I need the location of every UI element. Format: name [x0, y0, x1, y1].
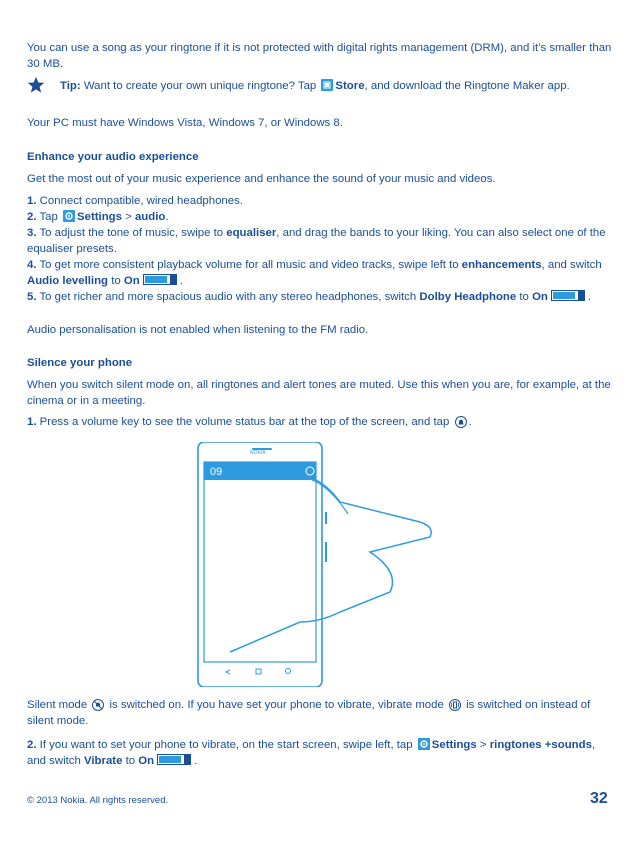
phone-illustration	[190, 442, 450, 687]
audio-steps	[27, 193, 613, 305]
audio-step-3: 3. To adjust the tone of music, swipe to equaliser, and drag the bands to your liking. You can also select one of the equaliser presets.	[27, 227, 606, 255]
toggle-on-icon	[551, 290, 585, 301]
toggle-on-icon	[157, 754, 191, 765]
vibrate-mode-icon	[449, 699, 461, 711]
drm-paragraph	[27, 40, 613, 72]
audio-step-1: 1. Connect compatible, wired headphones.	[27, 195, 243, 207]
toggle-on-icon	[143, 274, 177, 285]
audio-intro: Get the most out of your music experience and enhance the sound of your music and videos.	[27, 173, 496, 185]
audio-step-5: 5. To get richer and more spacious audio with any stereo headphones, switch Dolby Headphone to On .	[27, 291, 592, 303]
tip-text: Want to create your own unique ringtone? Tap	[83, 80, 317, 92]
audio-step-4: 4. To get more consistent playback volume for all music and video tracks, swipe left to enhancements, and switch Audio levelling to On .	[27, 259, 602, 287]
silent-mode-paragraph: Silent mode is switched on. If you have set your phone to vibrate, vibrate mode is switched on instead of silent mode.	[27, 699, 591, 727]
settings-link[interactable]: Settings	[431, 739, 477, 751]
audio-heading: Enhance your audio experience	[27, 151, 199, 163]
silence-step-2: 2. If you want to set your phone to vibrate, on the start screen, swipe left, tap Settings > ringtones +sounds, and switch Vibrate to On .	[27, 739, 596, 767]
store-icon	[321, 79, 333, 91]
store-link[interactable]: Store	[335, 80, 365, 92]
audio-link[interactable]: audio	[134, 211, 166, 223]
star-icon	[27, 76, 45, 94]
settings-gear-icon	[418, 738, 430, 750]
fm-note: Audio personalisation is not enabled when listening to the FM radio.	[27, 324, 369, 336]
silence-intro: When you switch silent mode on, all ringtones and alert tones are muted. Use this when you are, for example, at the cinema or in a meeting.	[27, 379, 611, 407]
silence-step-1: 1. Press a volume key to see the volume status bar at the top of the screen, and tap .	[27, 416, 472, 428]
drm-text: You can use a song as your ringtone if it is not protected with digital rights management (DRM), and it’s smaller than 30 MB.	[27, 42, 612, 70]
phone-time: 09	[210, 466, 223, 478]
audio-step-2: 2. Tap Settings > audio.	[27, 211, 169, 223]
bell-icon	[455, 416, 467, 428]
phone-brand: NOKIA	[250, 450, 266, 456]
silence-heading: Silence your phone	[27, 357, 133, 369]
pc-paragraph	[27, 115, 613, 131]
settings-link[interactable]: Settings	[77, 211, 122, 223]
tip-text-end: , and download the Ringtone Maker app.	[364, 80, 570, 92]
ringtones-link[interactable]: ringtones +sounds	[489, 739, 592, 751]
silent-mode-icon	[92, 699, 104, 711]
pc-text: Your PC must have Windows Vista, Windows 7, or Windows 8.	[27, 117, 343, 129]
tip-paragraph	[60, 78, 613, 94]
settings-gear-icon	[63, 210, 75, 222]
tip-label: Tip:	[60, 80, 81, 92]
page-number: 32	[590, 790, 608, 807]
copyright: © 2013 Nokia. All rights reserved.	[27, 795, 169, 806]
